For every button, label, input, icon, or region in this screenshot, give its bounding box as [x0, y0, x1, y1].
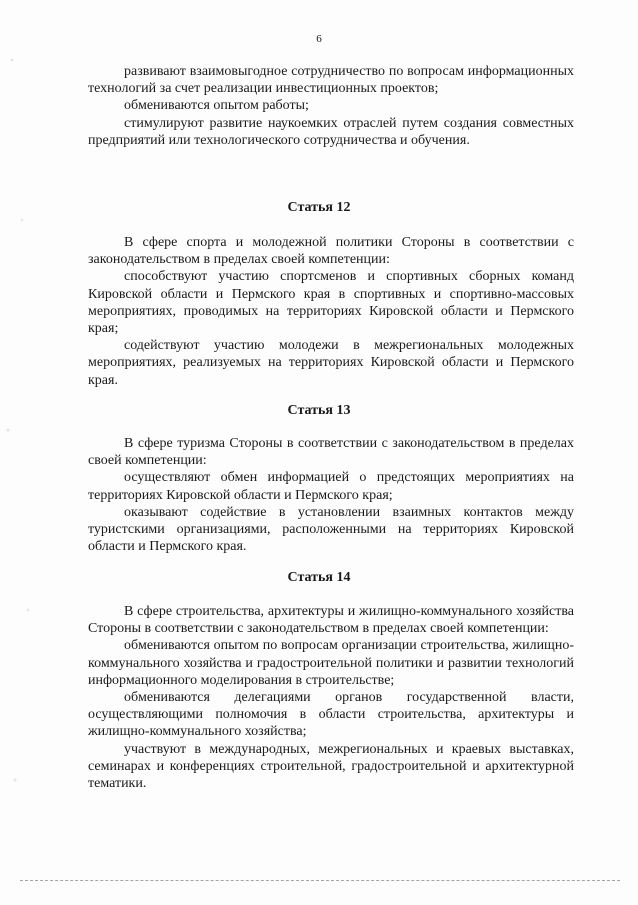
intro-section	[88, 63, 574, 149]
article-12-heading: Статья 12	[287, 200, 351, 215]
scan-bottom-edge	[20, 880, 620, 881]
paragraph: осуществляют обмен информацией о предстоящих мероприятиях на территориях Кировской области и Пермского края;	[88, 470, 574, 503]
paragraph: развивают взаимовыгодное сотрудничество по вопросам информационных технологий за счет реализации инвестиционных проектов;	[88, 64, 574, 97]
article-13-body	[88, 435, 574, 555]
paragraph: обмениваются опытом работы;	[124, 98, 309, 114]
article-14-heading: Статья 14	[287, 570, 351, 585]
paragraph: обмениваются опытом по вопросам организации строительства, жилищно-коммунального хозяйства и градостроительной политики и развитии технологий информационного моделирования в строительстве;	[88, 638, 574, 688]
paragraph: В сфере строительства, архитектуры и жилищно-коммунального хозяйства Стороны в соответствии с законодательством в пределах своей компетенции:	[88, 604, 574, 637]
paragraph: стимулируют развитие наукоемких отраслей путем создания совместных предприятий или технологического сотрудничества и обучения.	[88, 115, 574, 148]
paragraph: В сфере спорта и молодежной политики Стороны в соответствии с законодательством в пределах своей компетенции:	[88, 235, 574, 268]
article-14-body	[88, 603, 574, 792]
article-13-heading: Статья 13	[287, 403, 351, 418]
paragraph: оказывают содействие в установлении взаимных контактов между туристскими организациями, расположенными на территориях Кировской области и Пермского края.	[88, 504, 574, 555]
paragraph: участвуют в международных, межрегиональных и краевых выставках, семинарах и конференциях строительной, градостроительной и архитектурной тематики.	[88, 741, 574, 792]
scan-edge-noise	[0, 0, 38, 905]
paragraph: способствуют участию спортсменов и спортивных сборных команд Кировской области и Пермского края в спортивных и спортивно-массовых мероприятиях, проводимых на территориях Кировской области и Пермского края;	[88, 269, 574, 337]
paragraph: обмениваются делегациями органов государственной власти, осуществляющими полномочия в области строительства, архитектуры и жилищно-коммунального хозяйства;	[88, 690, 574, 740]
page-number: 6	[316, 33, 322, 45]
article-12-body	[88, 234, 574, 389]
paragraph: содействуют участию молодежи в межрегиональных молодежных мероприятиях, реализуемых на территориях Кировской области и Пермского края.	[88, 338, 574, 388]
paragraph: В сфере туризма Стороны в соответствии с законодательством в пределах своей компетенции:	[88, 436, 574, 469]
